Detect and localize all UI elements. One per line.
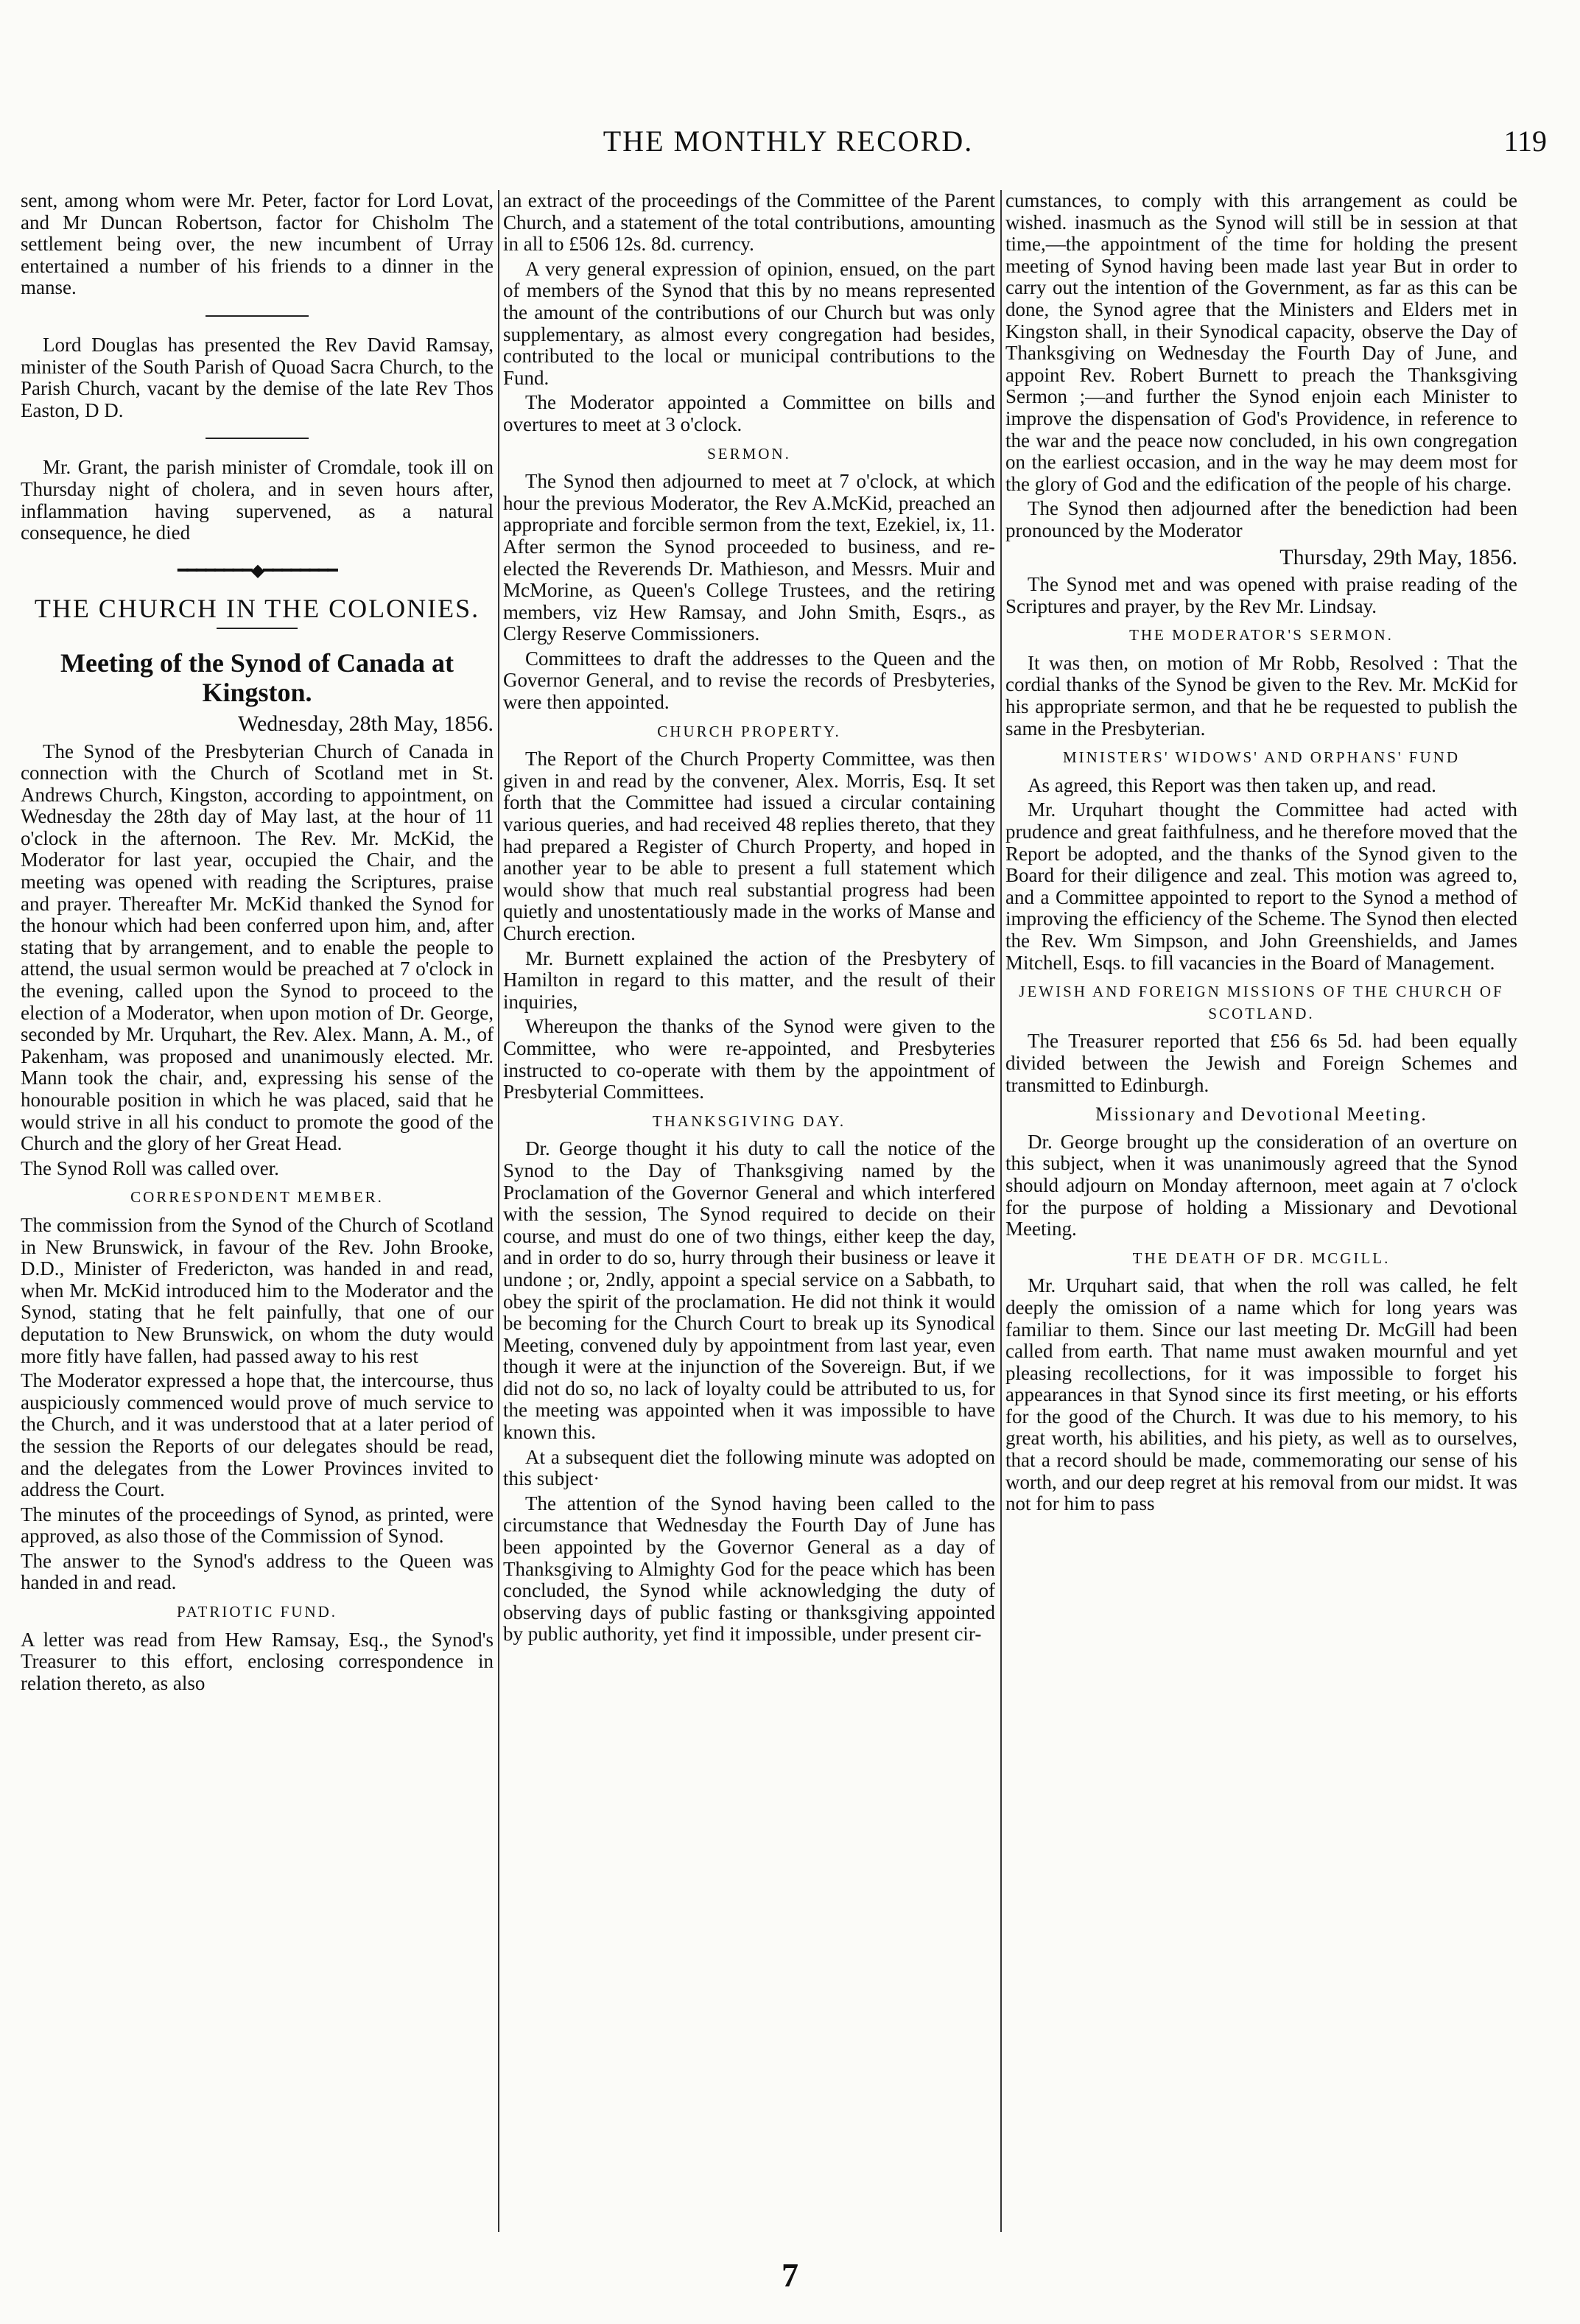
subheading: CHURCH PROPERTY.	[657, 722, 841, 740]
paragraph: The answer to the Synod's address to the Queen was handed in and read.	[21, 1549, 494, 1594]
paragraph: The Moderator appointed a Committee on bills and overtures to meet at 3 o'clock.	[503, 391, 995, 435]
subheading: CORRESPONDENT MEMBER.	[130, 1188, 384, 1207]
paragraph: Dr. George brought up the consideration of an overture on this subject, when it was unanimously agreed that the Synod should adjourn on Monday afternoon, meet again at 7 o'clock for the purpose of holding a Missionary and Devotional Meeting.	[1005, 1130, 1517, 1240]
separator	[206, 315, 309, 317]
paragraph: A very general expression of opinion, ensued, on the part of members of the Synod that this by no means represented the amount of the contributions of our Church but was only supplementary, as almost every congregation had besides, contributed to the local or municipal contributions to the Fund.	[503, 257, 995, 389]
column-1	[21, 190, 494, 2232]
paragraph: The Synod of the Presbyterian Church of Canada in connection with the Church of Scotland met in St. Andrews Church, Kingston, according to appointment, on Wednesday the 28th day of May last, at the hour of 11 o'clock in the afternoon. The Rev. Mr. McKid, the Moderator for last year, occupied the Chair, and the meeting was opened with reading the Scriptures, praise and prayer. Thereafter Mr. McKid thanked the Synod for the honour which had been conferred upon him, and, after stating that by arrangement, and to enable the people to attend, the usual sermon would be preached at 7 o'clock in the evening, called upon the Synod to proceed to the election of a Moderator, when upon motion of Dr. George, seconded by Mr. Urquhart, the Rev. Alex. Mann, A. M., of Pakenham, was proposed and unanimously elected. Mr. Mann took the chair, and, expressing his sense of the honourable position in which he was placed, said that he would strive in all his conduct to promote the good of the Church and the glory of her Great Head.	[21, 740, 494, 1155]
paragraph: Mr. Burnett explained the action of the Presbytery of Hamilton in regard to this matter, and the result of their inquiries,	[503, 947, 995, 1013]
separator	[206, 438, 309, 439]
ornamental-rule: ━━━━━━━━◆━━━━━━━━	[178, 561, 337, 580]
column-2	[503, 190, 995, 2232]
paragraph: The attention of the Synod having been called to the circumstance that Wednesday the Fourth Day of June has been appointed by the Governor General as a day of Thanksgiving to Almighty God for the peace which has been concluded, the Synod while acknowledging the duty of observing days of public fasting or thanksgiving appointed by public authority, yet find it impossible, under present cir-	[503, 1492, 995, 1646]
article-headline: Meeting of the Synod of Canada at Kingston.	[60, 647, 454, 707]
paragraph: The Treasurer reported that £56 6s 5d. had been equally divided between the Jewish and Foreign Schemes and transmitted to Edinburgh.	[1005, 1030, 1517, 1096]
paragraph: The Report of the Church Property Committee, was then given in and read by the convener, Alex. Morris, Esq. It set forth that the Committee had issued a circular containing various queries, and had received 48 replies thereto, that they had prepared a Register of Church Property, and hoped in another year to be able to present a full statement which would show that much real substantial progress had been quietly and unostentatiously made in the works of Manse and Church erection.	[503, 748, 995, 944]
column-rule-left	[498, 190, 499, 2232]
paragraph: At a subsequent diet the following minute was adopted on this subject·	[503, 1445, 995, 1490]
running-title: THE MONTHLY RECORD.	[603, 124, 974, 158]
paragraph: As agreed, this Report was then taken up, and read.	[1028, 773, 1436, 796]
paragraph: sent, among whom were Mr. Peter, factor for Lord Lovat, and Mr Duncan Robertson, factor for Chisholm The settlement being over, the new incumbent of Urray entertained a number of his friends to a dinner in the manse.	[21, 190, 494, 299]
paragraph: The minutes of the proceedings of Synod, as printed, were approved, as also those of the Commission of Synod.	[21, 1503, 494, 1548]
subheading: THANKSGIVING DAY.	[652, 1112, 846, 1130]
page-header	[15, 124, 1562, 168]
paragraph: The commission from the Synod of the Church of Scotland in New Brunswick, in favour of the Rev. John Brooke, D.D., Minister of Fredericton, was handed in and read, when Mr. McKid introduced him to the Moderator and the Synod, stating that he felt painfully, that one of our deputation to New Brunswick, on whom the duty would more fitly have fallen, had passed away to his rest	[21, 1213, 494, 1367]
subheading: THE DEATH OF DR. MCGILL.	[1132, 1249, 1391, 1267]
column-3	[1005, 190, 1517, 2232]
paragraph: Dr. George thought it his duty to call the notice of the Synod to the Day of Thanksgiving named by the Proclamation of the Governor General and which interfered with the session, The Synod required to decide on their course, and must do one of two things, either keep the day, and in order to do so, hurry through their business or leave it undone ; or, 2ndly, appoint a special service on a Sabbath, to obey the spirit of the proclamation. He did not think it would be becoming for the Church Court to break up its Synodical Meeting, convened duly by appointment from last year, even though it were at the injunction of the Sovereign. But, if we did not do so, no lack of loyalty could be attributed to us, for the meeting was appointed when it was impossible to have known this.	[503, 1137, 995, 1444]
paragraph: Whereupon the thanks of the Synod were given to the Committee, who were re-appointed, and Presbyteries instructed to co-operate with them by the appointment of Presbyterial Committees.	[503, 1015, 995, 1103]
subheading: SERMON.	[707, 444, 791, 463]
paragraph: an extract of the proceedings of the Committee of the Parent Church, and a statement of the total contributions, amounting in all to £506 12s. 8d. currency.	[503, 190, 995, 256]
dateline: Wednesday, 28th May, 1856.	[238, 711, 494, 736]
paragraph: cumstances, to comply with this arrangement as could be wished. inasmuch as the Synod will still be in session at that time,—the appointment of the time for holding the present meeting of Synod having been made last year But in order to carry out the intention of the Government, as far as this can be done, the Synod agree that the Ministers and Elders met in Kingston shall, in their Synodical capacity, observe the Day of Thanksgiving on Wednesday the Fourth Day of June, and appoint Rev. Robert Burnett to preach the Thanksgiving Sermon ;—and further the Synod enjoin each Minister to improve the dispensation of God's Providence, in reference to the war and the peace now concluded, in his own congregation on the earliest occasion, and in the way he may deem most for the glory of God and the edification of the people of his charge.	[1005, 190, 1517, 495]
subheading: THE MODERATOR'S SERMON.	[1129, 626, 1394, 645]
paragraph: The Synod then adjourned to meet at 7 o'clock, at which hour the previous Moderator, the Rev A.McKid, preached an appropriate and forcible sermon from the text, Ezekiel, ix, 11. After sermon the Synod proceeded to business, and re-elected the Reverends Dr. Mathieson, and Messrs. Muir and McMorine, as Queen's College Trustees, and the retiring members, viz Hew Ramsay, and John Smith, Esqrs., as Clergy Reserve Commissioners.	[503, 470, 995, 645]
section-heading: THE CHURCH IN THE COLONIES.	[34, 594, 480, 624]
signature-mark: 7	[782, 2256, 798, 2294]
paragraph: Lord Douglas has presented the Rev David Ramsay, minister of the South Parish of Quoad Sacra Church, to the Parish Church, vacant by the demise of the late Rev Thos Easton, D D.	[21, 333, 494, 421]
paragraph: A letter was read from Hew Ramsay, Esq., the Synod's Treasurer to this effort, enclosing correspondence in relation thereto, as also	[21, 1628, 494, 1694]
paragraph: The Synod Roll was called over.	[21, 1156, 279, 1179]
dateline: Thursday, 29th May, 1856.	[1279, 544, 1517, 569]
paragraph: Mr. Urquhart thought the Committee had acted with prudence and great faithfulness, and he therefore moved that the Report be adopted, and the thanks of the Synod given to the Board for their diligence and zeal. This motion was agreed to, and a Committee appointed to report to the Synod a method of improving the efficiency of the Scheme. The Synod then elected the Rev. Wm Simpson, and John Greenshields, and James Mitchell, Esqs. to fill vacancies in the Board of Management.	[1005, 798, 1517, 974]
column-rule-right	[1000, 190, 1002, 2232]
page-number: 119	[1503, 124, 1547, 158]
separator	[217, 628, 298, 629]
paragraph: Committees to draft the addresses to the Queen and the Governor General, and to revise the records of Presbyteries, were then appointed.	[503, 647, 995, 714]
subheading: MINISTERS' WIDOWS' AND ORPHANS' FUND	[1062, 748, 1460, 767]
paragraph: The Moderator expressed a hope that, the intercourse, thus auspiciously commenced would prove of much service to the Church, and it was understood that at a later period of the session the Reports of our delegates should be read, and the delegates from the Lower Provinces invited to address the Court.	[21, 1369, 494, 1501]
paragraph: Mr. Urquhart said, that when the roll was called, he felt deeply the omission of a name which for long years was familiar to them. Since our last meeting Dr. McGill had been called from earth. That name must awaken mournful and yet pleasing recollections, for it was impossible to forget his appearances in that Synod since its first meeting, or his efforts for the good of the Church. It was due to his memory, to his great worth, his abilities, and his piety, as well as to ourselves, that a record should be made, commemorating our sense of his worth, and our deep regret at his removal from our midst. It was not for him to pass	[1005, 1274, 1517, 1515]
subheading: PATRIOTIC FUND.	[176, 1603, 338, 1621]
subheading: JEWISH AND FOREIGN MISSIONS OF THE CHURCH OF SCOTLAND.	[1019, 983, 1504, 1022]
subheading: Missionary and Devotional Meeting.	[1095, 1103, 1428, 1126]
paragraph: The Synod then adjourned after the benediction had been pronounced by the Moderator	[1005, 497, 1517, 541]
paragraph: It was then, on motion of Mr Robb, Resolved : That the cordial thanks of the Synod be given to the Rev. Mr. McKid for his appropriate sermon, and that he be requested to publish the same in the Presbyterian.	[1005, 651, 1517, 740]
paragraph: Mr. Grant, the parish minister of Cromdale, took ill on Thursday night of cholera, and in seven hours after, inflammation having supervened, as a natural consequence, he died	[21, 456, 494, 544]
paragraph: The Synod met and was opened with praise reading of the Scriptures and prayer, by the Rev Mr. Lindsay.	[1005, 573, 1517, 617]
